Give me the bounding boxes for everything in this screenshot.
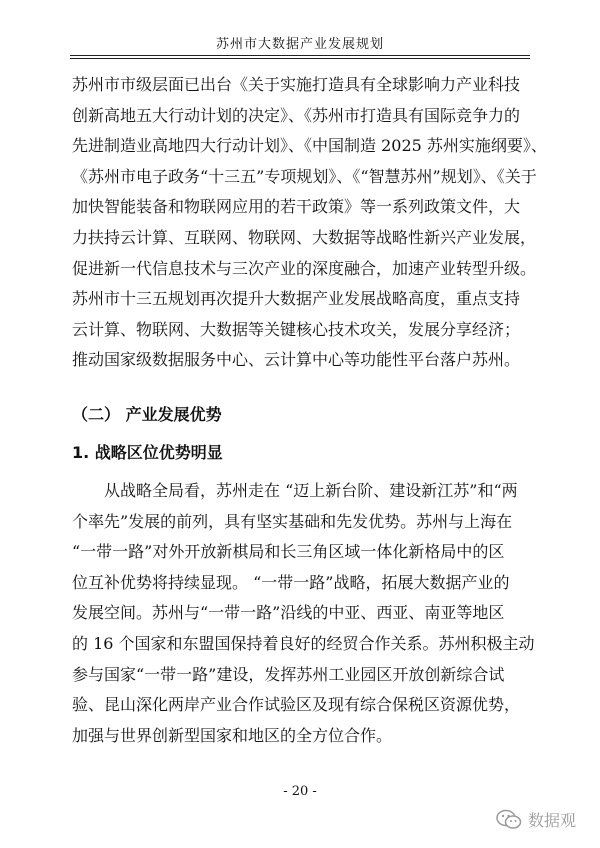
paragraph-line: 加快智能装备和物联网应用的若干政策》等一系列政策文件，大 (72, 197, 521, 217)
header-title: 苏州市大数据产业发展规划 (215, 37, 384, 52)
paragraph-line: 苏州市十三五规划再次提升大数据产业发展战略高度，重点支持 (72, 289, 521, 309)
paragraph-line: 个率先”发展的前列，具有坚实基础和先发优势。苏州与上海在 (72, 511, 513, 531)
paragraph-line: 加强与世界创新型国家和地区的全方位合作。 (72, 725, 393, 745)
subsection-heading: 1. 战略区位优势明显 (72, 443, 223, 462)
paragraph-line: 参与国家“一带一路”建设，发挥苏州工业园区开放创新综合试 (72, 664, 505, 684)
watermark-text: 数据观 (527, 811, 576, 830)
paragraph-line: 从战略全局看，苏州走在 “迈上新台阶、建设新江苏”和“两 (104, 481, 518, 500)
paragraph-line: 发展空间。苏州与“一带一路”沿线的中亚、西亚、南亚等地区 (72, 603, 505, 623)
page-number: - 20 - (283, 784, 317, 799)
paragraph-line: 创新高地五大行动计划的决定》、《苏州市打造具有国际竞争力的 (72, 105, 521, 125)
paragraph-policies (72, 70, 547, 376)
paragraph-strategic-advantage (72, 476, 535, 751)
page-header (70, 33, 530, 56)
paragraph-line: 验、昆山深化两岸产业合作试验区及现有综合保税区资源优势， (72, 695, 521, 715)
paragraph-line: 苏州市市级层面已出台《关于实施打造具有全球影响力产业科技 (72, 75, 521, 94)
paragraph-line: “一带一路”对外开放新棋局和长三角区域一体化新格局中的区 (72, 542, 505, 562)
paragraph-line: 力扶持云计算、互联网、物联网、大数据等战略性新兴产业发展， (72, 227, 537, 247)
watermark (496, 808, 576, 831)
paragraph-line: 《苏州市电子政务“十三五”专项规划》、《“智慧苏州”规划》、《关于 (72, 166, 537, 186)
paragraph-line: 的 16 个国家和东盟国保持着良好的经贸合作关系。苏州积极主动 (72, 633, 535, 653)
paragraph-line: 促进新一代信息技术与三次产业的深度融合，加速产业转型升级。 (72, 258, 537, 278)
paragraph-line: 先进制造业高地四大行动计划》、《中国制造 2025 苏州实施纲要》、 (72, 136, 547, 156)
paragraph-line: 位互补优势将持续显现。 “一带一路”战略，拓展大数据产业的 (72, 572, 510, 592)
paragraph-line: 云计算、物联网、大数据等关键核心技术攻关，发展分享经济； (72, 319, 521, 339)
wechat-icon (496, 809, 522, 831)
paragraph-line: 推动国家级数据服务中心、云计算中心等功能性平台落户苏州。 (72, 350, 521, 370)
section-heading: （二） 产业发展优势 (72, 405, 222, 424)
